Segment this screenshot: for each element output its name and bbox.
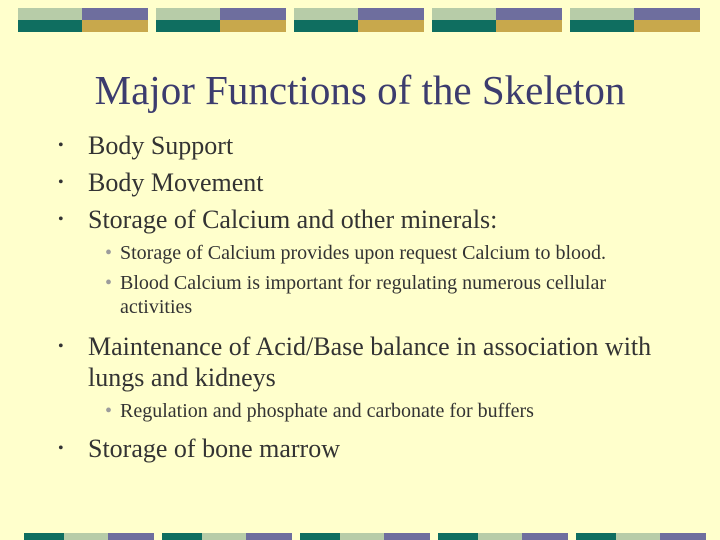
top-tile-stripe (220, 8, 286, 20)
top-tile-stripe (358, 8, 424, 20)
bottom-tile-stripe (660, 533, 706, 540)
top-tile-stripe (18, 8, 82, 20)
top-tile-stripe (156, 20, 220, 32)
bullet-glyph: • (58, 137, 64, 154)
top-tile-stripe (82, 20, 148, 32)
bullet-text: Storage of bone marrow (88, 434, 340, 463)
bottom-tile-stripe (576, 533, 616, 540)
sub-bullet-blood-calcium (105, 271, 678, 319)
bottom-band-pattern (0, 529, 720, 540)
bottom-tile-stripe (616, 533, 660, 540)
top-decorative-band (0, 0, 720, 40)
sub-bullet-calcium-request (105, 241, 678, 265)
top-tile-stripe (496, 8, 562, 20)
top-tile-stripe (82, 8, 148, 20)
bottom-tile-stripe (340, 533, 384, 540)
top-tile-stripe (432, 20, 496, 32)
sub-bullet-text: Storage of Calcium provides upon request Calcium to blood. (120, 242, 607, 264)
bottom-tile-stripe (24, 533, 64, 540)
sub-bullet-text: Blood Calcium is important for regulating numerous cellular activities (120, 272, 607, 318)
top-tile-stripe (634, 20, 700, 32)
bullet-bone-marrow (58, 433, 678, 464)
top-tile-stripe (358, 20, 424, 32)
bullet-text: Storage of Calcium and other minerals: (88, 205, 498, 234)
bottom-tile-stripe (384, 533, 430, 540)
slide-title: Major Functions of the Skeleton (94, 67, 626, 113)
top-tile-stripe (220, 20, 286, 32)
bullet-storage-calcium (58, 204, 678, 235)
bullet-text: Body Movement (88, 168, 264, 197)
bottom-tile-stripe (438, 533, 478, 540)
top-tile-stripe (18, 20, 82, 32)
bottom-tile-stripe (108, 533, 154, 540)
bottom-tile-stripe (162, 533, 202, 540)
bullet-glyph: • (58, 211, 64, 228)
sub-bullet-text: Regulation and phosphate and carbonate for buffers (120, 400, 534, 422)
top-tile-stripe (294, 8, 358, 20)
top-tile-stripe (570, 20, 634, 32)
bullet-acid-base (58, 331, 678, 393)
top-band-pattern (0, 0, 720, 40)
bullet-body-movement (58, 167, 678, 198)
top-tile-stripe (496, 20, 562, 32)
bullet-text: Body Support (88, 131, 234, 160)
bottom-tile-stripe (300, 533, 340, 540)
bullet-glyph: • (58, 440, 64, 457)
sub-bullet-glyph: • (105, 400, 113, 422)
top-tile-stripe (432, 8, 496, 20)
bottom-tile-stripe (64, 533, 108, 540)
bullet-glyph: • (58, 174, 64, 191)
bullet-body-support (58, 130, 678, 161)
bottom-tile-stripe (202, 533, 246, 540)
slide-body (58, 130, 678, 470)
top-tile-stripe (570, 8, 634, 20)
bottom-tile-stripe (246, 533, 292, 540)
sub-bullet-glyph: • (105, 272, 113, 294)
bullet-text: Maintenance of Acid/Base balance in association with lungs and kidneys (88, 332, 652, 392)
top-tile-stripe (634, 8, 700, 20)
bullet-glyph: • (58, 338, 64, 355)
top-tile-stripe (294, 20, 358, 32)
bottom-decorative-band (0, 528, 720, 540)
sub-bullet-glyph: • (105, 242, 113, 264)
bottom-tile-stripe (478, 533, 522, 540)
top-tile-stripe (156, 8, 220, 20)
bottom-tile-stripe (522, 533, 568, 540)
sub-bullet-buffers (105, 399, 678, 423)
